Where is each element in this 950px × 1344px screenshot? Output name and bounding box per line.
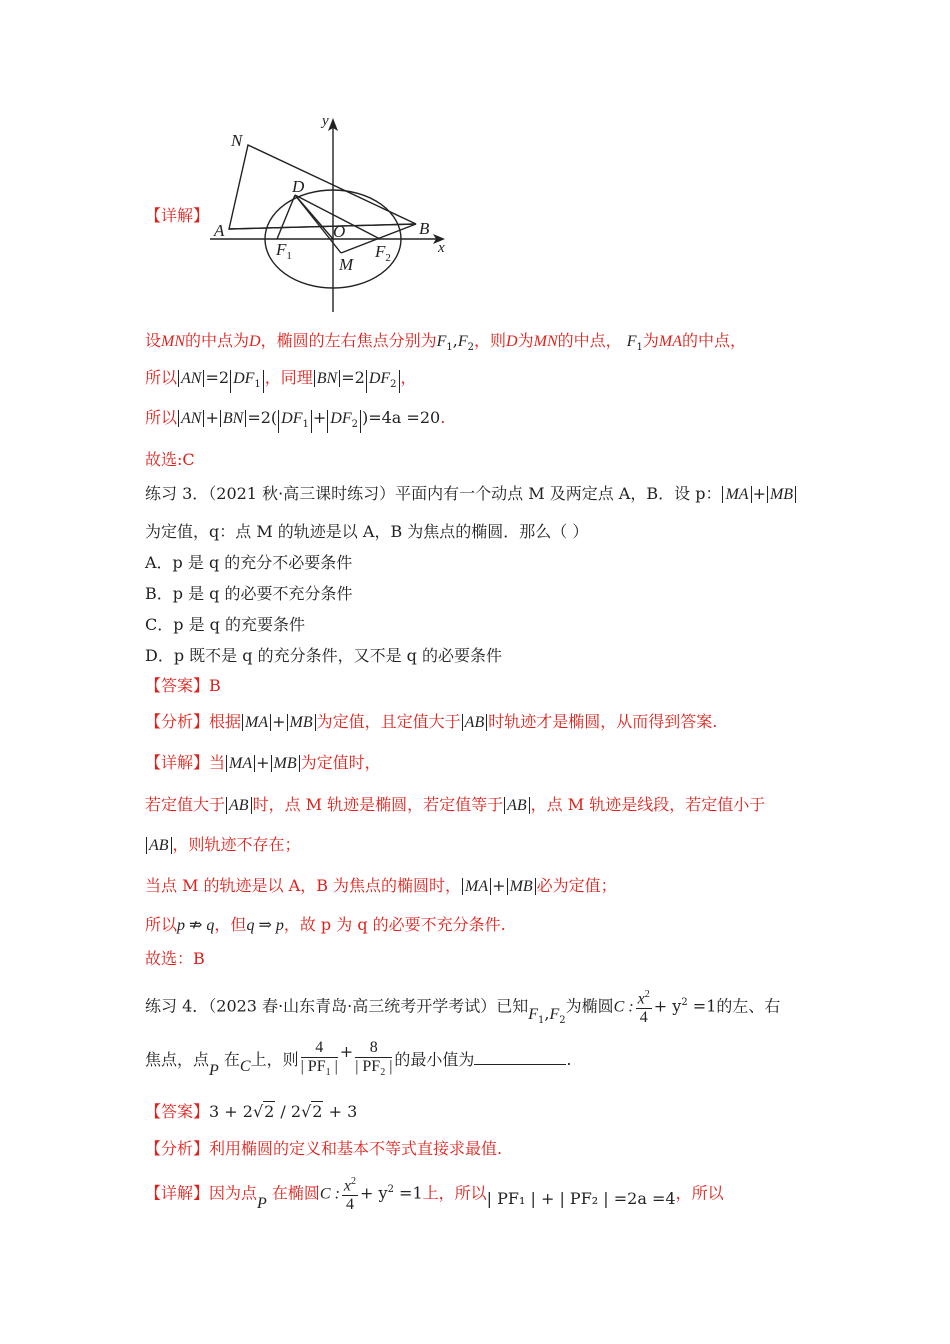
ex3-detail-4: 当点 M 的轨迹是以 A，B 为焦点的椭圆时， MA + MB 必为定值； <box>145 876 617 895</box>
label-M: M <box>339 255 354 274</box>
solution-line-2: 所以 AN =2 $DF_1$ ，同理 BN =2 $DF_2$ ， <box>145 367 417 393</box>
ex3-detail-5: 所以p ⇏ q，但q ⇒ p，故 p 为 q 的必要不充分条件. <box>145 915 506 934</box>
label-F2: $F_2$ <box>375 242 391 264</box>
label-x: x <box>438 240 445 256</box>
segment-DO <box>295 195 333 239</box>
label-D: D <box>292 177 305 196</box>
label-y: y <box>322 113 329 129</box>
ellipse-figure <box>205 108 465 318</box>
ex3-option-d: D．p 既不是 q 的充分条件，又不是 q 的必要条件 <box>145 646 502 665</box>
ex3-question-line-1: 练习 3．（2021 秋·高三课时练习）平面内有一个动点 M 及两定点 A，B．设 p： MA + MB <box>145 483 797 505</box>
ex3-detail-2: 若定值大于 AB 时，点 M 轨迹是椭圆，若定值等于 AB ，点 M 轨迹是线段，若定值小于 <box>145 795 766 814</box>
ex3-analysis: 【分析】根据 MA + MB 为定值，且定值大于 AB 时轨迹才是椭圆，从而得到答案. <box>145 712 718 731</box>
triangle-ANB <box>229 145 416 229</box>
ex4-answer: 【答案】3 + 2√2 / 2√2 + 3 <box>145 1102 358 1121</box>
segment-DF1 <box>277 195 295 239</box>
ex4-analysis: 【分析】利用椭圆的定义和基本不等式直接求最值. <box>145 1139 503 1158</box>
ex3-detail-3: AB ，则轨迹不存在； <box>145 834 301 856</box>
label-F1: $F_1$ <box>276 240 292 262</box>
label-A: A <box>214 221 225 240</box>
ex3-choice: 故选：B <box>145 949 205 968</box>
ex3-question-line-2: 为定值，q：点 M 的轨迹是以 A，B 为焦点的椭圆．那么（ ） <box>145 522 589 541</box>
choice-line-1: 故选:C <box>145 450 195 469</box>
solution-line-3: 所以 AN + BN =2( $DF_1 + DF_2$ )=4a =20. <box>145 407 445 433</box>
ex3-option-c: C．p 是 q 的充要条件 <box>145 615 305 634</box>
label-N: N <box>231 131 243 150</box>
ex3-answer: 【答案】B <box>145 676 221 695</box>
ex4-question-line-1: 练习 4．（2023 春·山东青岛·高三统考开学考试）已知$F_1,F_2$为椭圆C : $\frac{x^2}{4}$ + $y^2 =1$的左、右 <box>145 985 780 1032</box>
ex4-question-line-2: 焦点，点P 在C上，则 $\frac{4}{| PF_1 |}$ + $\frac{8}{| PF_2 |}$ 的最小值为 . <box>145 1038 572 1079</box>
label-B: B <box>419 219 430 238</box>
ex3-detail-1: 【详解】当 MA + MB 为定值时， <box>145 753 381 772</box>
label-O: O <box>333 222 346 241</box>
ex3-option-b: B．p 是 q 的必要不充分条件 <box>145 584 353 603</box>
ex4-answer-value: 3 + 2√2 / 2√2 + 3 <box>209 1102 358 1121</box>
answer-blank[interactable] <box>474 1050 566 1065</box>
ex3-option-a: A．p 是 q 的充分不必要条件 <box>145 553 353 572</box>
ex4-detail-1: 【详解】因为点P 在椭圆C : $\frac{x^2}{4}$ + $y^2 =1$上，所以| PF₁ | + | PF₂ | =2a =4，所以 <box>145 1170 724 1214</box>
detail-tag-1: 【详解】 <box>145 206 210 225</box>
solution-line-1: 设MN的中点为D，椭圆的左右焦点分别为$F_1,F_2$，则D为MN的中点， $F_1$为MA的中点， <box>145 331 747 354</box>
